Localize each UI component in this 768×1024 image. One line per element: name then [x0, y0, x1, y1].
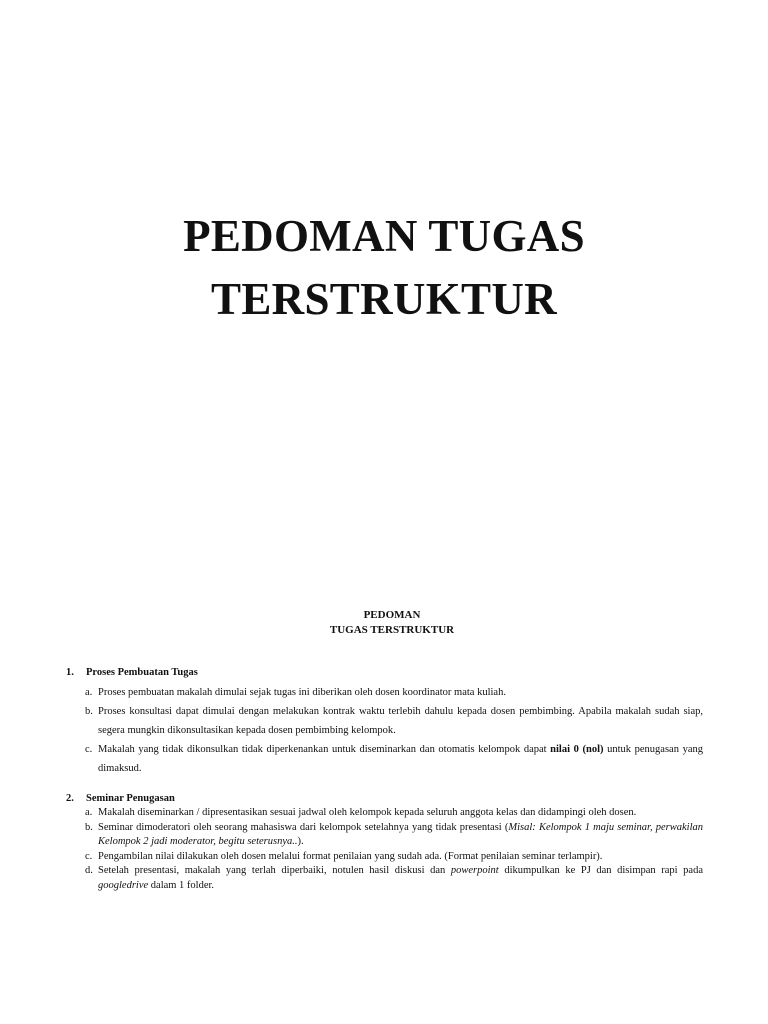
- list-item-text: Pengambilan nilai dilakukan oleh dosen melalui format penilaian yang sudah ada. (Format penilaian seminar terlampir).: [98, 850, 603, 862]
- list-item-marker: a.: [85, 807, 93, 818]
- list-item-text-before: Makalah yang tidak dikonsulkan tidak diperkenankan untuk diseminarkan dan otomatis kelompok dapat: [98, 744, 551, 755]
- list-item: [66, 806, 703, 821]
- cover-title-line-2: TERSTRUKTUR: [211, 274, 557, 324]
- section-heading: [66, 792, 703, 806]
- list-item: [66, 702, 703, 740]
- list-item-text-after: untuk penugasan yang dimaksud.: [98, 744, 703, 774]
- section-title: Proses Pembuatan Tugas: [86, 667, 198, 678]
- list-item-text-before: Seminar dimoderatori oleh seorang mahasiswa dari kelompok setelahnya yang tidak presentasi (: [98, 821, 509, 833]
- list-item: [66, 740, 703, 778]
- list-item-text-bold: nilai 0 (nol): [550, 744, 604, 755]
- list-item-marker: a.: [85, 687, 93, 698]
- section-number: 2.: [66, 793, 74, 804]
- list-item-marker: d.: [85, 865, 93, 876]
- section-proses-pembuatan-tugas: [66, 666, 703, 778]
- list-item: [66, 864, 703, 893]
- list-item-text-italic: Misal: Kelompok 1 maju seminar, perwakilan Kelompok 2 jadi moderator, begitu seterusnya..: [98, 821, 704, 847]
- list-item-marker: b.: [85, 706, 93, 717]
- document-heading: [0, 608, 768, 638]
- cover-title-line-1: PEDOMAN TUGAS: [183, 211, 585, 261]
- section-number: 1.: [66, 667, 74, 678]
- list-item-text-before: Setelah presentasi, makalah yang terlah diperbaiki, notulen hasil diskusi dan: [98, 865, 451, 876]
- document-heading-line-2: TUGAS TERSTRUKTUR: [329, 624, 455, 636]
- list-item-marker: b.: [85, 821, 93, 833]
- section-seminar-penugasan: [66, 792, 703, 893]
- list-item: [66, 683, 703, 702]
- list-item: [66, 850, 703, 865]
- list-item-text-middle: dikumpulkan ke PJ dan disimpan rapi pada: [498, 865, 703, 876]
- list-item-marker: c.: [85, 850, 93, 862]
- document-heading-line-1: PEDOMAN: [363, 609, 421, 621]
- list-item-text-italic: powerpoint: [450, 865, 499, 876]
- section-title: Seminar Penugasan: [86, 793, 175, 804]
- list-item-text: Proses pembuatan makalah dimulai sejak tugas ini diberikan oleh dosen koordinator mata kuliah.: [98, 687, 506, 698]
- cover-title: [0, 205, 768, 331]
- section-heading: [66, 666, 703, 680]
- list-item-text-after: dalam 1 folder.: [148, 879, 215, 891]
- list-item-text: Makalah diseminarkan / dipresentasikan sesuai jadwal oleh kelompok kepada seluruh anggota kelas dan didampingi oleh dosen.: [98, 807, 637, 818]
- list-item-text-after: ).: [297, 836, 304, 847]
- list-item-text-italic: googledrive: [98, 879, 149, 891]
- list-item-marker: c.: [85, 744, 93, 755]
- list-item-text: Proses konsultasi dapat dimulai dengan melakukan kontrak waktu terlebih dahulu kepada dosen pembimbing. Apabila makalah sudah siap, segera mungkin dikonsultasikan kepada dosen pembimbing kelompok.: [98, 706, 703, 736]
- list-item: [66, 821, 703, 850]
